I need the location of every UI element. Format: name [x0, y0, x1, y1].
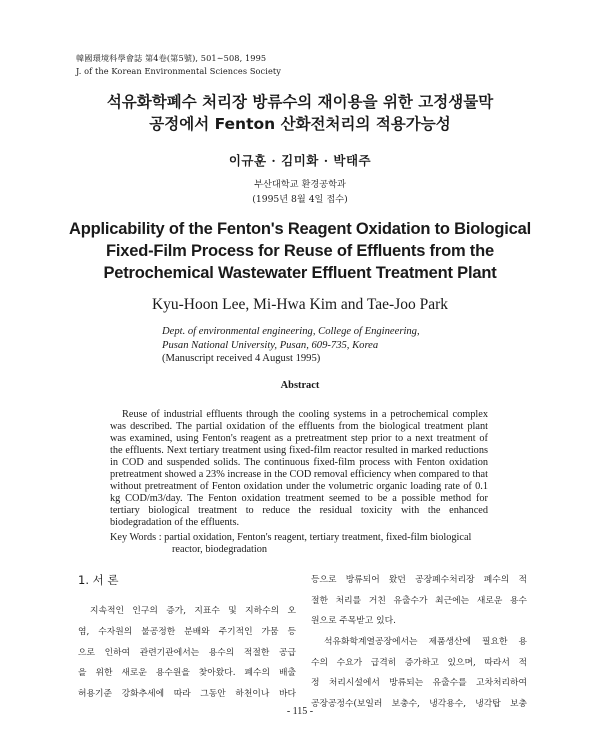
body-right-line: 등으로 방류되어 왔던 공장폐수처리장 폐수의 적	[311, 575, 527, 585]
journal-header	[76, 52, 281, 77]
section-heading-introduction: 1. 서 론	[78, 573, 119, 587]
abstract-line: without pretreatment of Fenton oxidation under the volumetric organic loading rate of 0.1	[110, 481, 488, 492]
title-ko-line2: 공정에서 Fenton 산화전처리의 적용가능성	[149, 115, 451, 133]
abstract-line: pretreatment showed a 23% increase in the COD removal efficiency when compared to that	[110, 469, 488, 480]
page-number: - 115 -	[286, 706, 314, 717]
title-en-line1: Applicability of the Fenton's Reagent Oxidation to Biological	[69, 220, 531, 238]
keywords-line1: Key Words : partial oxidation, Fenton's reagent, tertiary treatment, fixed-film biological	[110, 532, 472, 543]
title-en-line2: Fixed-Film Process for Reuse of Effluents from the	[106, 242, 494, 260]
journal-citation-ko: 韓國環境科學會誌 第4卷(第5號), 501∼508, 1995	[76, 53, 267, 63]
authors-ko: 이규훈 · 김미화 · 박태주	[228, 153, 372, 168]
journal-citation-en: J. of the Korean Environmental Sciences Society	[76, 65, 282, 76]
body-right-line: 정 처리시설에서 방류되는 유출수를 고차처리하여	[311, 678, 527, 688]
title-en-line3: Petrochemical Wastewater Effluent Treatment Plant	[103, 264, 497, 282]
body-right-line: 석유화학계열공장에서는 제품생산에 필요한 용	[324, 637, 527, 647]
affiliation-en-line1: Dept. of environmental engineering, College of Engineering,	[162, 326, 420, 337]
abstract-line: tertiary biological treatment to reduce the residual toxicity with the enhanced	[110, 505, 488, 516]
affiliation-ko-line2: (1995년 8월 4일 접수)	[252, 194, 348, 205]
affiliation-ko-line1: 부산대학교 환경공학과	[254, 179, 346, 190]
body-right-line: 공장공정수(보일러 보충수, 냉각용수, 냉각탑 보충	[311, 699, 527, 709]
abstract-line: in COD and suspended solids. The continuous fixed-film process with Fenton oxidation	[110, 457, 488, 468]
body-left-line: 을 위한 새로운 용수원을 찾아왔다. 폐수의 배출	[78, 668, 296, 678]
body-right-line: 원으로 주목받고 있다.	[311, 616, 396, 626]
abstract-line: biodegradation of the effluents.	[110, 517, 240, 528]
received-date: (Manuscript received 4 August 1995)	[162, 353, 321, 364]
abstract-line: the effluents. Next tertiary treatment using fixed-film reactor resulted in marked reductions	[110, 445, 488, 456]
abstract-line: was examined, using Fenton's reagent as a pretreatment step prior to a next treatment of	[110, 433, 488, 444]
authors-en: Kyu-Hoon Lee, Mi-Hwa Kim and Tae-Joo Park	[151, 296, 449, 313]
body-left-line: 염, 수자원의 불공정한 분배와 주기적인 가뭄 등	[78, 627, 296, 637]
body-left-line: 지속적인 인구의 증가, 지표수 및 지하수의 오	[90, 606, 296, 616]
abstract-line: kg COD/m3/day. The Fenton oxidation treatment seemed to be a possible method for	[110, 493, 488, 504]
body-right-line: 수의 수요가 급격히 증가하고 있으며, 따라서 적	[311, 658, 527, 668]
title-ko-line1: 석유화학폐수 처리장 방류수의 재이용을 위한 고정생물막	[106, 93, 494, 111]
body-left-line: 으로 인하여 관련기관에서는 용수의 적절한 공급	[78, 648, 296, 658]
abstract-line: Reuse of industrial effluents through the cooling systems in a petrochemical complex	[122, 409, 488, 420]
keywords-line2: reactor, biodegradation	[172, 544, 268, 555]
abstract-line: was described. The partial oxidation of the effluents from the biological treatment plant	[110, 421, 488, 432]
affiliation-en-line2: Pusan National University, Pusan, 609-735, Korea	[162, 340, 379, 351]
abstract-heading: Abstract	[280, 380, 320, 391]
body-right-line: 절한 처리를 거친 유출수가 최근에는 새로운 용수	[311, 596, 527, 606]
body-left-line: 허용기준 강화추세에 따라 그동안 하천이나 바다	[78, 689, 296, 699]
